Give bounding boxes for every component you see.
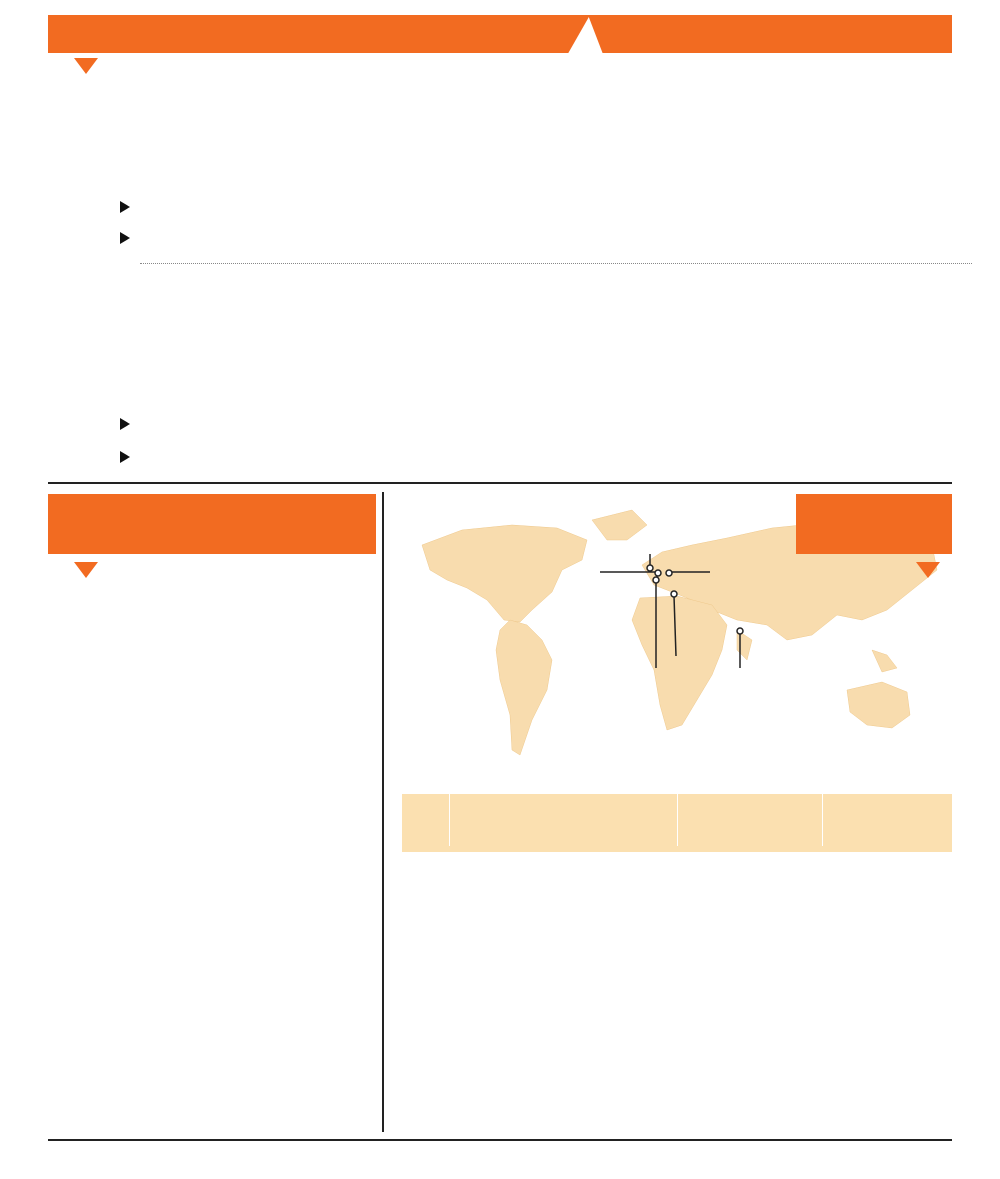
pin-line-5 xyxy=(674,596,676,656)
table-header xyxy=(402,794,952,846)
contributors-title-band xyxy=(588,15,952,53)
pin-dot-6 xyxy=(655,570,661,576)
merch-pointer xyxy=(74,58,98,74)
pin-dot-3 xyxy=(647,565,653,571)
row1-growth-arrow xyxy=(120,232,130,244)
table-footer-strip xyxy=(402,846,952,852)
destinations-table xyxy=(402,794,952,852)
merch-title-band xyxy=(48,15,590,53)
pin-dot-4 xyxy=(666,570,672,576)
header-rank xyxy=(402,794,450,846)
merch-section-separator xyxy=(48,482,952,484)
services-title-band xyxy=(48,494,376,554)
row2-growth-arrow xyxy=(120,451,130,463)
pin-dot-9 xyxy=(653,577,659,583)
header-destination xyxy=(450,794,678,846)
merch-row-separator xyxy=(140,263,972,264)
pin-dot-7 xyxy=(737,628,743,634)
header-growth xyxy=(823,794,952,846)
map-pin-lines xyxy=(392,500,952,720)
services-pointer xyxy=(74,562,98,578)
row2-value-arrow xyxy=(120,418,130,430)
pin-dot-5 xyxy=(671,591,677,597)
footer-rule xyxy=(48,1139,952,1141)
header-august xyxy=(678,794,823,846)
vertical-divider xyxy=(382,492,384,1132)
row1-value-arrow xyxy=(120,201,130,213)
